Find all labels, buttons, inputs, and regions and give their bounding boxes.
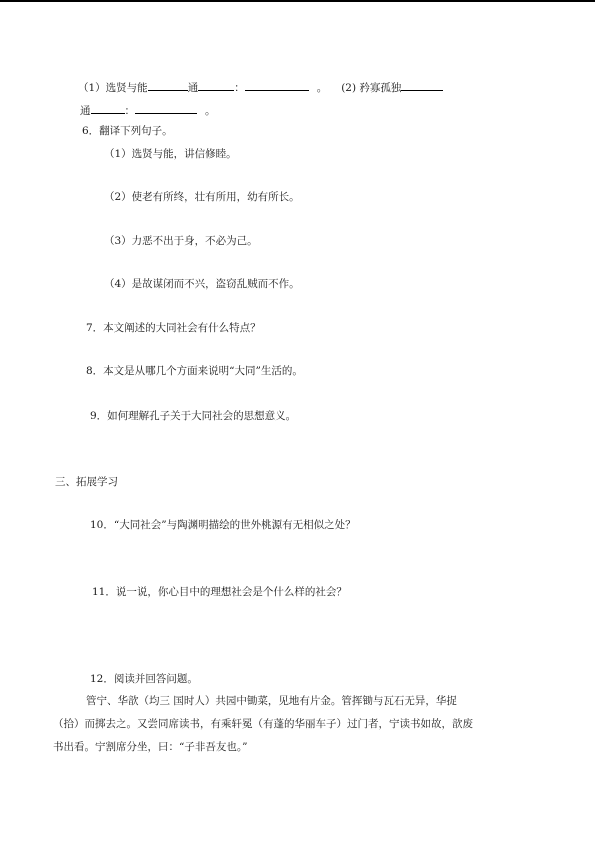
q6-item-1: （1）选贤与能，讲信修睦。 — [104, 148, 237, 160]
q5-blank-4[interactable] — [401, 80, 443, 91]
page-top-border — [0, 0, 595, 2]
q12-passage-line-1: 管宁、华歆（均三 国时人）共园中锄菜，见地有片金。管挥锄与瓦石无异，华捉 — [86, 695, 457, 707]
q5-period-2: 。 — [205, 105, 216, 117]
q5-blank-3[interactable] — [245, 80, 309, 91]
q5-tong-label: 通 — [187, 82, 199, 94]
q12-title: 12．阅读并回答问题。 — [90, 673, 198, 685]
q12-passage-line-3: 书出看。宁割席分坐，曰：“子非吾友也。” — [53, 741, 248, 753]
q10-question: 10．“大同社会”与陶渊明描绘的世外桃源有无相似之处？ — [90, 519, 356, 531]
q5-blank-6[interactable] — [135, 103, 197, 114]
q5-period: 。 — [316, 82, 328, 94]
q5-tong-label-2: 通 — [80, 105, 91, 117]
q6-item-2: （2）使老有所终，壮有所用，幼有所长。 — [104, 191, 300, 203]
q11-question: 11．说一说，你心目中的理想社会是个什么样的社会？ — [92, 586, 347, 598]
q7-question: 7．本文阐述的大同社会有什么特点？ — [86, 322, 261, 334]
q6-title: 6．翻译下列句子。 — [82, 125, 173, 137]
q5-line-1 — [78, 80, 443, 95]
q5-blank-2[interactable] — [198, 80, 234, 91]
q5-colon: ： — [234, 82, 245, 94]
q5-item2-label: (2) 矜寡孤独 — [341, 82, 402, 94]
q5-blank-1[interactable] — [148, 80, 188, 91]
q12-passage-line-2: （拾）而掷去之。又尝同席读书，有乘轩冕（有蓬的华丽车子）过门者，宁读书如故，歆废 — [53, 718, 473, 730]
q5-item1-label: （1）选贤与能 — [78, 82, 148, 94]
q5-blank-5[interactable] — [91, 103, 125, 114]
section-3-heading: 三、拓展学习 — [55, 476, 118, 488]
q9-question: 9．如何理解孔子关于大同社会的思想意义。 — [90, 410, 297, 422]
q6-item-4: （4）是故谋闭而不兴，盗窃乱贼而不作。 — [104, 278, 300, 290]
q6-item-3: （3）力恶不出于身，不必为己。 — [104, 235, 258, 247]
q8-question: 8．本文是从哪几个方面来说明“大同”生活的。 — [86, 365, 303, 377]
q5-colon-2: ： — [124, 105, 135, 117]
q5-line-2 — [80, 103, 216, 118]
